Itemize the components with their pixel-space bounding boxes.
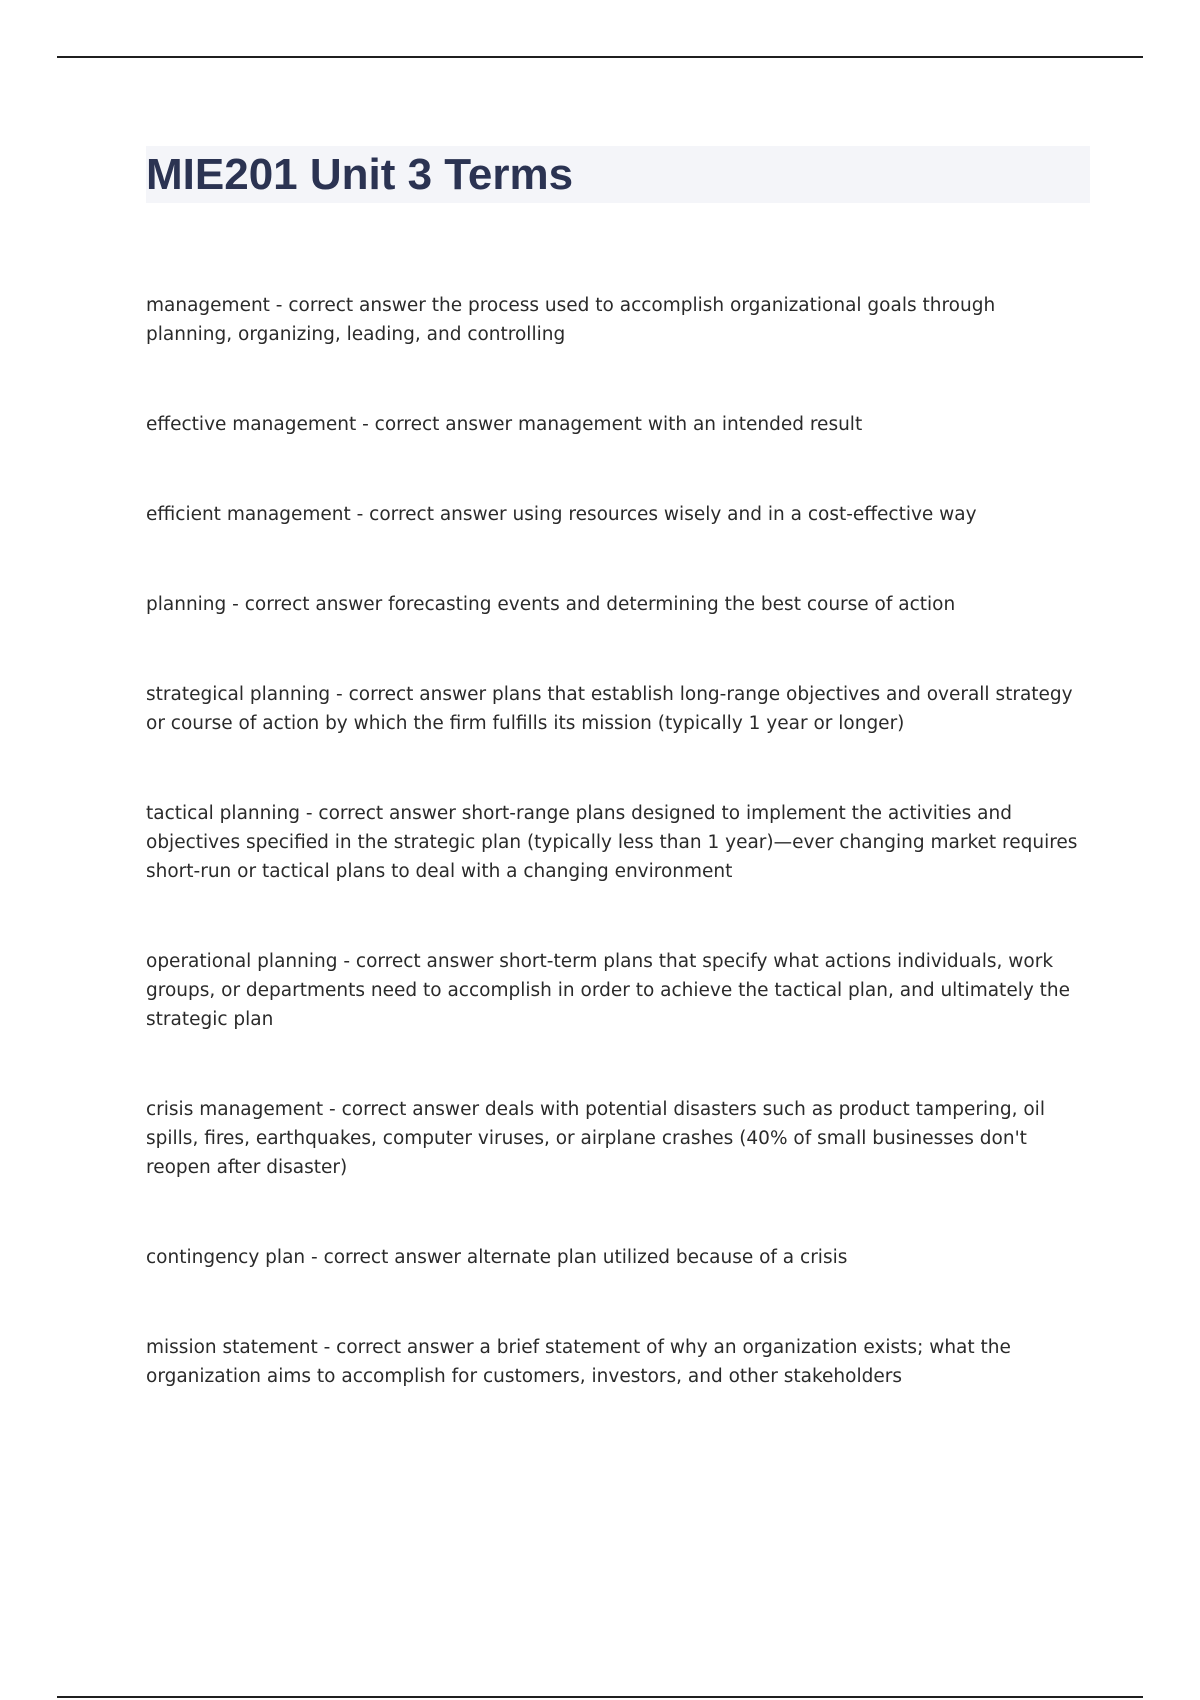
- term-management: management - correct answer the process used to accomplish organizational goals through planning, organizing, leading, and controlling: [146, 295, 996, 345]
- term-crisis-management: crisis management - correct answer deals with potential disasters such as product tampering, oil spills, fires, earthquakes, computer viruses, or airplane crashes (40% of small businesses don't reopen after disaster): [146, 1099, 1045, 1178]
- term-efficient-management: efficient management - correct answer using resources wisely and in a cost-effective way: [146, 504, 977, 525]
- term-strategical-planning: strategical planning - correct answer plans that establish long-range objectives and overall strategy or course of action by which the firm fulfills its mission (typically 1 year or longer): [146, 684, 1073, 734]
- term-tactical-planning: tactical planning - correct answer short-range plans designed to implement the activities and objectives specified in the strategic plan (typically less than 1 year)—ever changing market requires short-run or tactical plans to deal with a changing environment: [146, 803, 1078, 882]
- term-contingency-plan: contingency plan - correct answer alternate plan utilized because of a crisis: [146, 1247, 848, 1268]
- bottom-divider: [57, 1696, 1143, 1698]
- top-divider: [57, 56, 1143, 58]
- term-operational-planning: operational planning - correct answer short-term plans that specify what actions individuals, work groups, or departments need to accomplish in order to achieve the tactical plan, and ultimately the strategic plan: [146, 951, 1071, 1030]
- term-planning: planning - correct answer forecasting events and determining the best course of action: [146, 594, 956, 615]
- term-effective-management: effective management - correct answer management with an intended result: [146, 414, 863, 435]
- term-mission-statement: mission statement - correct answer a brief statement of why an organization exists; what the organization aims to accomplish for customers, investors, and other stakeholders: [146, 1337, 1011, 1387]
- document-title: MIE201 Unit 3 Terms: [146, 150, 574, 199]
- terms-list: [146, 291, 1086, 1452]
